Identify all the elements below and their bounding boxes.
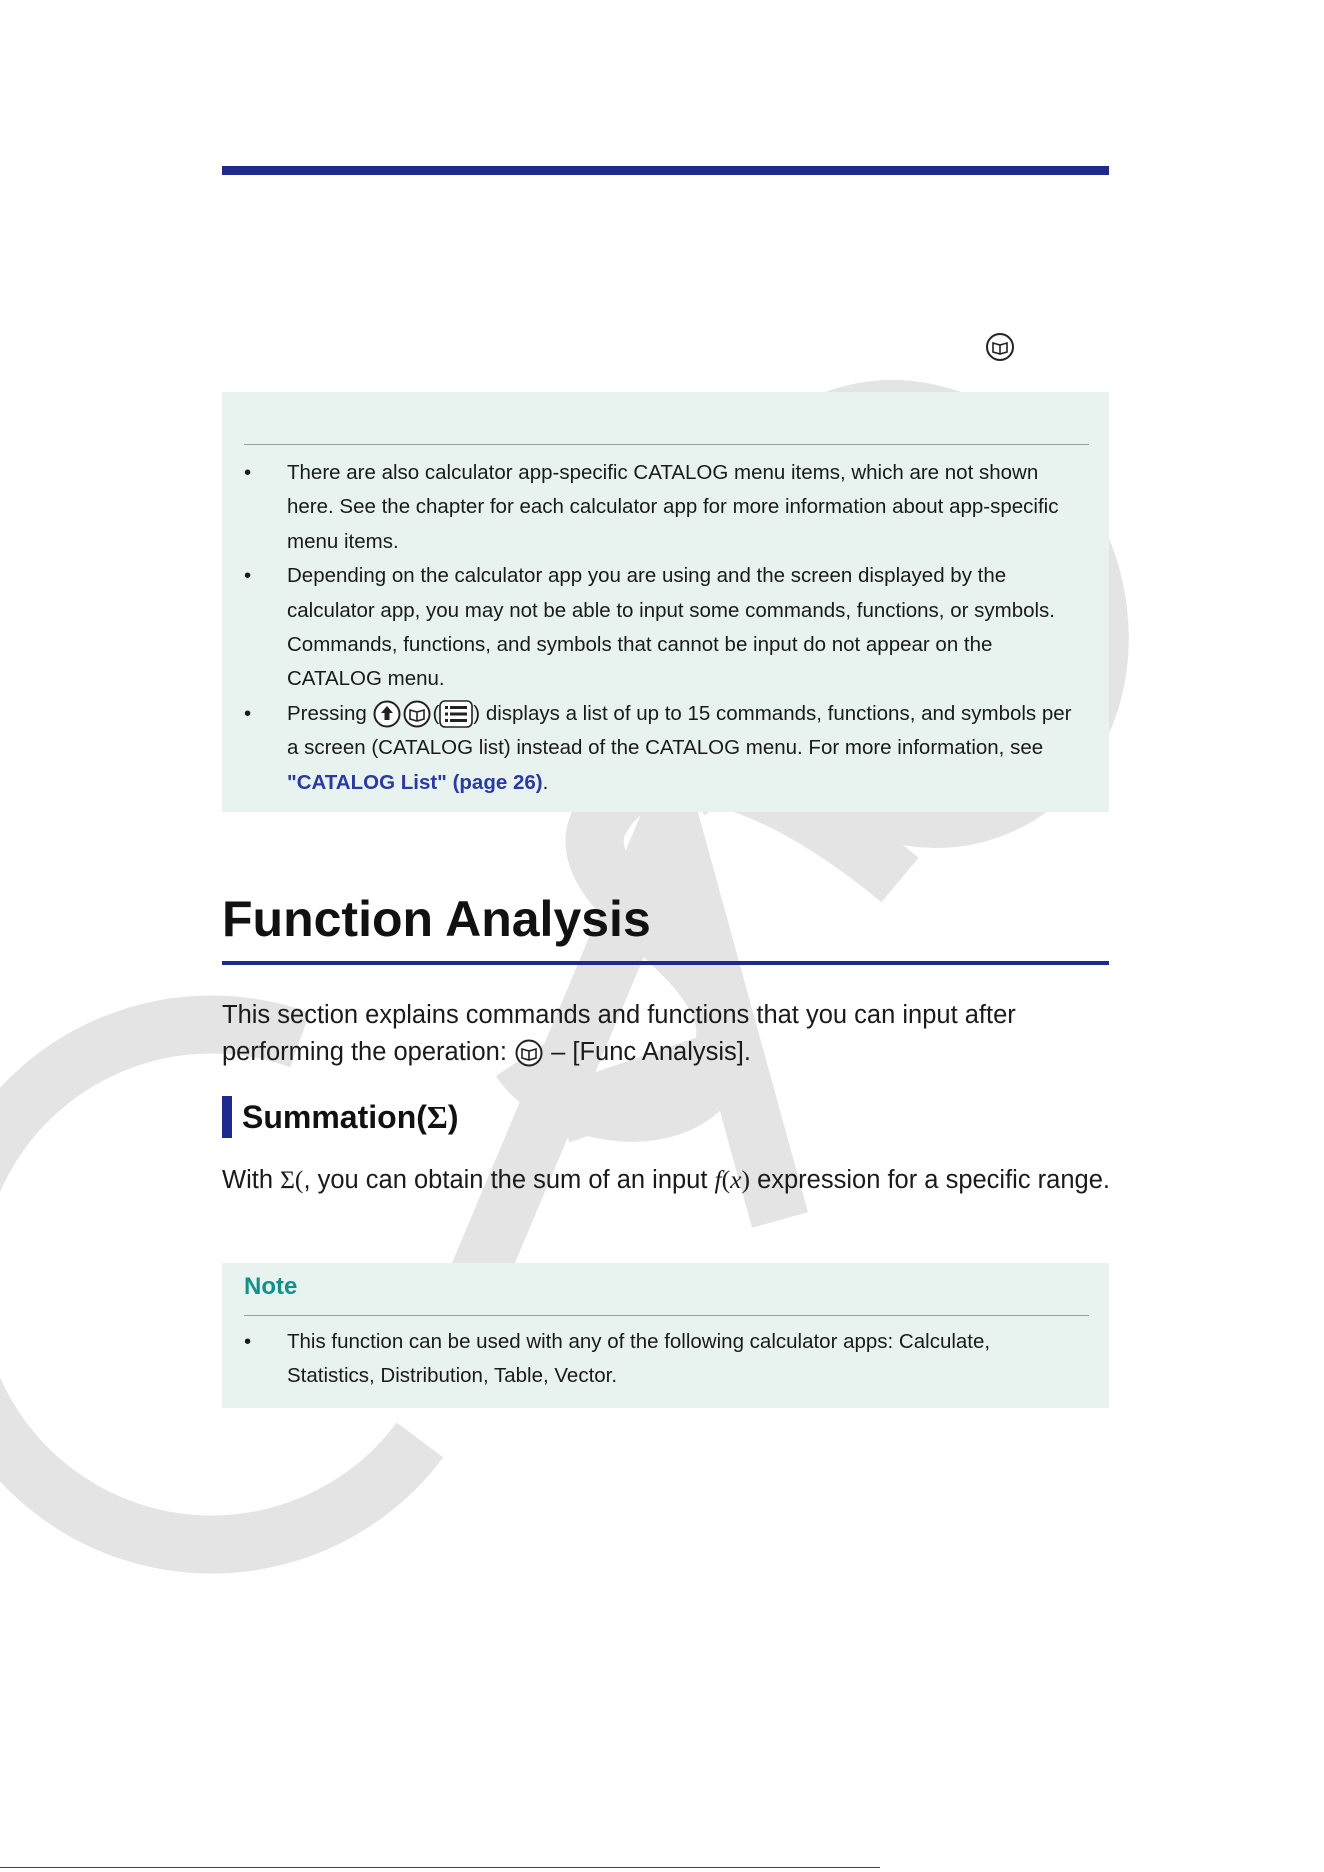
page-bottom-rule [0,1867,880,1868]
note-header-rule [244,392,1089,445]
note-list [244,456,1077,800]
catalog-list-link[interactable]: "CATALOG List" (page 26) [287,770,543,794]
note-box-summation [222,1263,1109,1408]
top-rule [222,166,1109,175]
summation-description: With Σ(, you can obtain the sum of an input f(x) expression for a specific range. [222,1165,1110,1194]
subsection-marker [222,1096,232,1138]
list-menu-icon [439,700,473,728]
catalog-book-key-icon [402,699,432,729]
note-list [244,1325,1077,1394]
list-item: • There are also calculator app-specific CATALOG menu items, which are not shown here. See the chapter for each calculator app for more information about app-specific menu items. [244,456,1077,559]
section-intro: This section explains commands and functions that you can input after performing the operation: – [Func Analysis]. [222,997,1122,1071]
subsection-title: Summation(Σ) [242,1099,459,1135]
list-item: • Depending on the calculator app you are using and the screen displayed by the calculator app, you may not be able to input some commands, functions, or symbols. Commands, functions, and symbols that cannot be input do not appear on the CATALOG menu. [244,559,1077,697]
note-box-catalog [222,392,1109,812]
catalog-book-key-icon [514,1038,544,1068]
list-item: • This function can be used with any of the following calculator apps: Calculate, Statistics, Distribution, Table, Vector. [244,1325,1077,1394]
note-heading: Note [244,1273,1089,1316]
section-title: Function Analysis [222,891,651,947]
section-title-rule [222,961,1109,965]
catalog-book-key-icon [985,332,1015,362]
list-item: • Pressing ( ) displays a list of up to 15 commands, functions, and symbols per a screen (CATALOG list) instead of the CATALOG menu. For more information, see "CATALOG List" (page 26). [244,697,1077,800]
shift-key-icon [372,699,402,729]
